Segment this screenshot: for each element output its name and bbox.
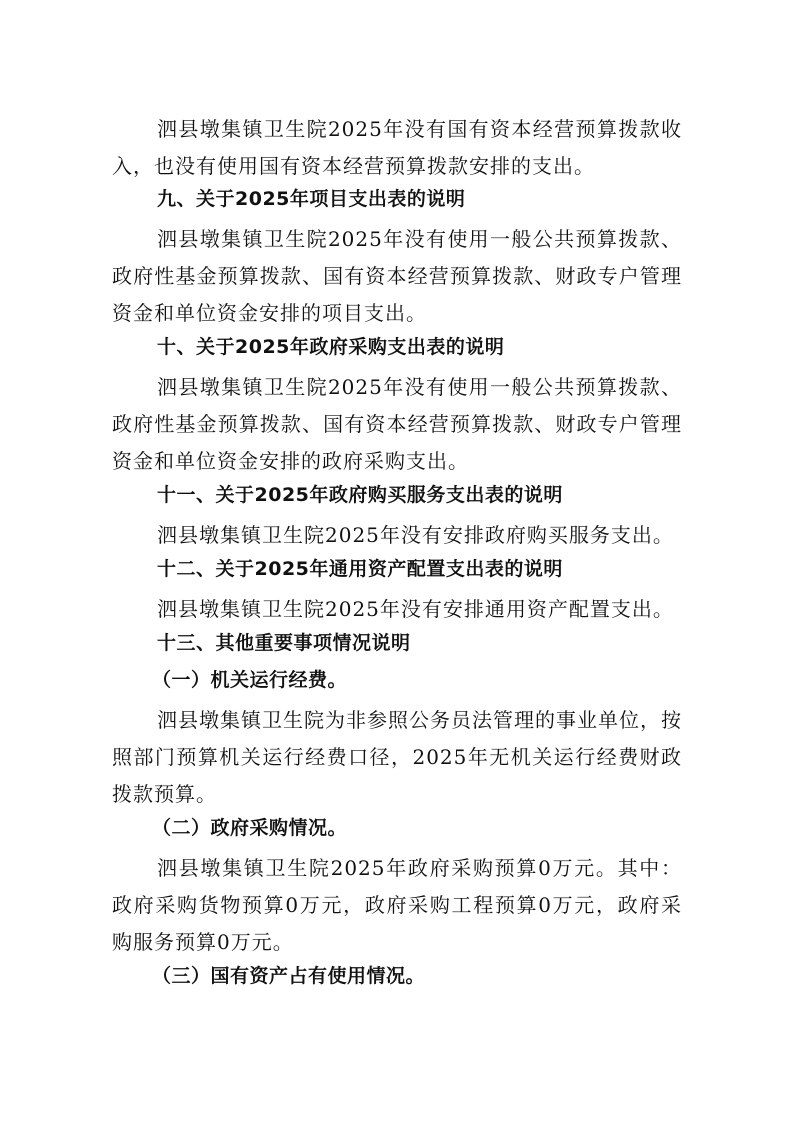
paragraph-subsection-13-1: 泗县墩集镇卫生院为非参照公务员法管理的事业单位，按照部门预算机关运行经费口径，2025年无机关运行经费财政拨款预算。 [112, 708, 682, 806]
paragraph-subsection-13-2: 泗县墩集镇卫生院2025年政府采购预算0万元。其中：政府采购货物预算0万元，政府采购工程预算0万元，政府采购服务预算0万元。 [112, 856, 682, 954]
paragraph-section-12: 泗县墩集镇卫生院2025年没有安排通用资产配置支出。 [157, 597, 674, 621]
paragraph-section-9: 泗县墩集镇卫生院2025年没有使用一般公共预算拨款、政府性基金预算拨款、国有资本经营预算拨款、财政专户管理资金和单位资金安排的项目支出。 [112, 227, 682, 325]
section-heading-12: 十二、关于2025年通用资产配置支出表的说明 [157, 558, 563, 580]
section-heading-10: 十、关于2025年政府采购支出表的说明 [157, 336, 505, 358]
subsection-heading-13-2: （二）政府采购情况。 [152, 817, 348, 839]
section-heading-13: 十三、其他重要事项情况说明 [157, 632, 411, 654]
subsection-heading-13-3: （三）国有资产占有使用情况。 [152, 965, 426, 987]
subsection-heading-13-1: （一）机关运行经费。 [152, 669, 348, 691]
paragraph-capital-budget: 泗县墩集镇卫生院2025年没有国有资本经营预算拨款收入，也没有使用国有资本经营预算拨款安排的支出。 [112, 117, 682, 178]
paragraph-section-10: 泗县墩集镇卫生院2025年没有使用一般公共预算拨款、政府性基金预算拨款、国有资本经营预算拨款、财政专户管理资金和单位资金安排的政府采购支出。 [112, 375, 682, 473]
section-heading-11: 十一、关于2025年政府购买服务支出表的说明 [157, 484, 563, 506]
paragraph-section-11: 泗县墩集镇卫生院2025年没有安排政府购买服务支出。 [157, 523, 674, 547]
section-heading-9: 九、关于2025年项目支出表的说明 [157, 188, 466, 210]
